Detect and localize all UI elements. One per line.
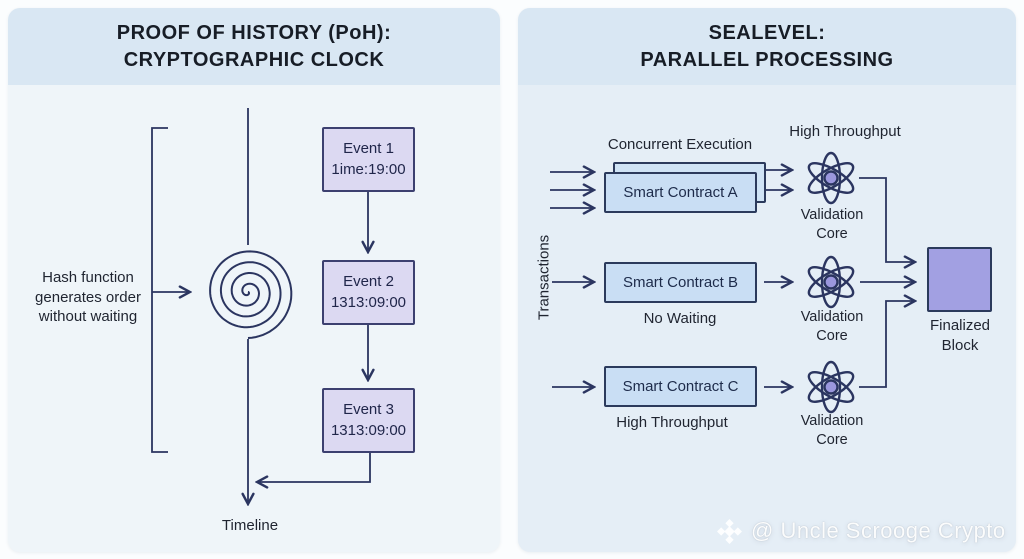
event3-name: Event 3 xyxy=(343,401,394,419)
event1-name: Event 1 xyxy=(343,140,394,158)
poh-title-line1: PROOF OF HISTORY (PoH): xyxy=(116,21,392,44)
sealevel-title-line1: SEALEVEL: xyxy=(708,21,826,44)
hash-note-line3: without waiting xyxy=(38,308,138,325)
smart-contract-c-label: Smart Contract C xyxy=(622,378,739,395)
smart-contract-b-box xyxy=(604,262,757,303)
high-throughput-bottom-label: High Throughput xyxy=(616,414,728,431)
concurrent-execution-label: Concurrent Execution xyxy=(607,136,753,153)
finalized-block xyxy=(927,247,992,312)
poh-panel xyxy=(8,8,500,552)
poh-title-line2: CRYPTOGRAPHIC CLOCK xyxy=(123,48,385,71)
event3-to-timeline-arrow xyxy=(257,452,370,482)
smart-contract-a-box xyxy=(604,172,757,213)
atom-validation-core-icon-c xyxy=(805,362,857,412)
event2-box xyxy=(322,260,415,325)
event1-box xyxy=(322,127,415,192)
smart-contract-b-label: Smart Contract B xyxy=(622,274,739,291)
hash-note-line2: generates order xyxy=(35,288,141,306)
validation-core-label-b: Validation Core xyxy=(800,309,864,344)
timeline-label: Timeline xyxy=(221,517,279,534)
finalized-block-label: Finalized Block xyxy=(929,317,991,354)
event3-box xyxy=(322,388,415,453)
atom-validation-core-icon-b xyxy=(805,257,857,307)
event3-time: 1313:09:00 xyxy=(330,421,407,439)
watermark-text: @ Uncle Scrooge Crypto xyxy=(751,518,1006,543)
event2-time: 1313:09:00 xyxy=(330,293,407,311)
smart-contract-c-box xyxy=(604,366,757,407)
transactions-label: Transactions xyxy=(535,234,553,321)
hash-note xyxy=(22,268,154,327)
watermark xyxy=(716,514,1006,548)
event2-name: Event 2 xyxy=(343,273,394,291)
sealevel-title-line2: PARALLEL PROCESSING xyxy=(640,48,894,71)
smart-contract-a-label: Smart Contract A xyxy=(623,184,738,201)
bracket xyxy=(152,128,168,452)
binance-diamond-icon xyxy=(716,518,743,545)
no-waiting-label: No Waiting xyxy=(643,310,717,327)
validation-core-label-a: Validation Core xyxy=(800,207,864,242)
event1-time: 1ime:19:00 xyxy=(331,160,406,178)
spiral-hash-icon xyxy=(210,251,291,338)
high-throughput-top-label: High Throughput xyxy=(789,123,901,140)
validation-core-label-c: Validation Core xyxy=(800,413,864,448)
atom-validation-core-icon-a xyxy=(805,153,857,203)
sealevel-panel xyxy=(518,8,1016,552)
hash-note-line1: Hash function xyxy=(42,269,134,286)
